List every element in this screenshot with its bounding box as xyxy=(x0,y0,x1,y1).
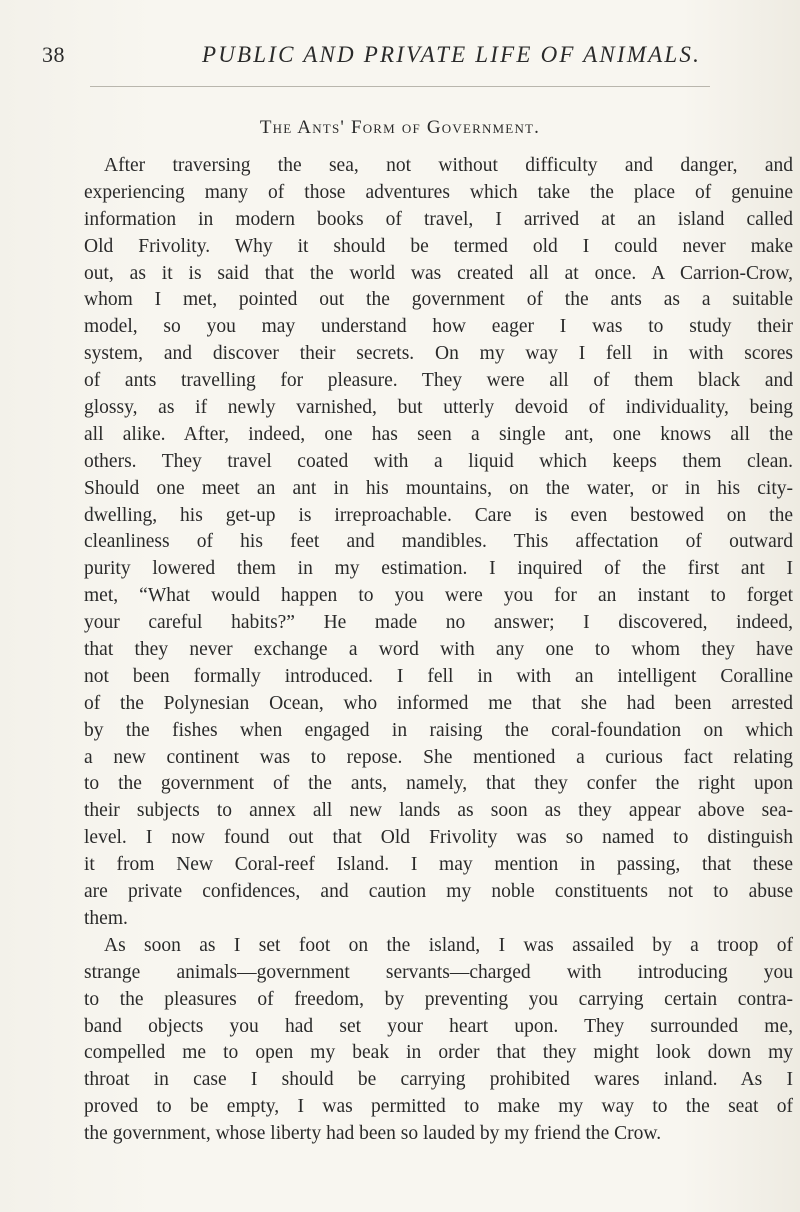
text-line: level. I now found out that Old Frivolity was so named to distinguish xyxy=(84,827,793,849)
text-line: system, and discover their secrets. On my way I fell in with scores xyxy=(84,343,793,365)
text-line: Old Frivolity. Why it should be termed old I could never make xyxy=(84,235,793,257)
text-line: compelled me to open my beak in order that they might look down my xyxy=(84,1042,793,1064)
text-line: all alike. After, indeed, one has seen a single ant, one knows all the xyxy=(84,423,793,445)
page-number: 38 xyxy=(42,42,65,67)
text-line: strange animals—government servants—charged with introducing you xyxy=(84,961,793,983)
text-line: to the pleasures of freedom, by preventing you carrying certain contra- xyxy=(84,988,793,1010)
text-line: As soon as I set foot on the island, I was assailed by a troop of xyxy=(104,934,793,956)
text-line: purity lowered them in my estimation. I inquired of the first ant I xyxy=(84,558,793,580)
text-line: whom I met, pointed out the government of the ants as a suitable xyxy=(84,289,793,311)
text-line: to the government of the ants, namely, that they confer the right upon xyxy=(84,773,793,795)
body-text xyxy=(84,153,793,1148)
text-line: throat in case I should be carrying prohibited wares inland. As I xyxy=(84,1069,793,1091)
text-line: band objects you had set your heart upon. They surrounded me, xyxy=(84,1015,793,1037)
text-line: cleanliness of his feet and mandibles. This affectation of outward xyxy=(84,531,793,553)
running-head xyxy=(42,42,762,82)
text-line: your careful habits?” He made no answer; I discovered, indeed, xyxy=(84,612,793,634)
text-line: proved to be empty, I was permitted to make my way to the seat of xyxy=(84,1096,793,1118)
text-line: the government, whose liberty had been so lauded by my friend the Crow. xyxy=(84,1123,662,1145)
text-line: met, “What would happen to you were you for an instant to forget xyxy=(84,585,793,607)
text-line: information in modern books of travel, I arrived at an island called xyxy=(84,208,793,230)
text-line: model, so you may understand how eager I was to study their xyxy=(84,316,793,338)
text-line: After traversing the sea, not without difficulty and danger, and xyxy=(104,155,793,176)
text-line: a new continent was to repose. She mentioned a curious fact relating xyxy=(84,746,793,768)
text-line: experiencing many of those adventures which take the place of genuine xyxy=(84,181,793,203)
text-line: that they never exchange a word with any one to whom they have xyxy=(84,639,793,661)
text-line: them. xyxy=(84,907,128,929)
text-line: it from New Coral-reef Island. I may mention in passing, that these xyxy=(84,854,793,876)
text-line: by the fishes when engaged in raising the coral-foundation on which xyxy=(84,719,793,741)
text-line: their subjects to annex all new lands as soon as they appear above sea- xyxy=(84,800,793,822)
text-line: not been formally introduced. I fell in with an intelligent Coralline xyxy=(84,665,793,687)
text-line: of the Polynesian Ocean, who informed me that she had been arrested xyxy=(84,692,793,714)
text-line: out, as it is said that the world was created all at once. A Carrion-Crow, xyxy=(84,262,793,284)
text-line: glossy, as if newly varnished, but utterly devoid of individuality, being xyxy=(84,397,793,419)
running-title: PUBLIC AND PRIVATE LIFE OF ANIMALS. xyxy=(202,42,702,67)
text-line: others. They travel coated with a liquid which keeps them clean. xyxy=(84,450,793,472)
text-line: Should one meet an ant in his mountains, on the water, or in his city- xyxy=(84,477,793,499)
text-line: of ants travelling for pleasure. They were all of them black and xyxy=(84,370,793,392)
header-rule xyxy=(90,86,710,87)
chapter-heading: The Ants' Form of Government. xyxy=(259,117,541,138)
text-line: are private confidences, and caution my noble constituents not to abuse xyxy=(84,881,793,903)
text-line: dwelling, his get-up is irreproachable. Care is even bestowed on the xyxy=(84,504,793,526)
